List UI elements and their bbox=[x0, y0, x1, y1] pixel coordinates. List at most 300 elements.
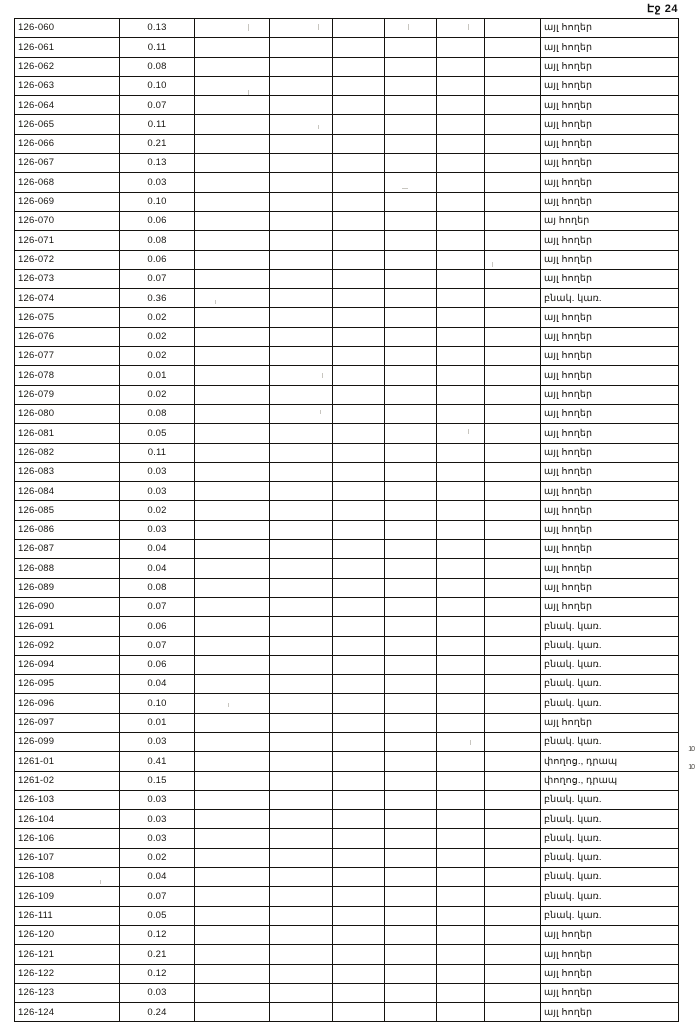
cell-area-value: 0.03 bbox=[120, 462, 195, 481]
cell-parcel-code: 126-061 bbox=[15, 38, 120, 57]
table-row bbox=[15, 771, 679, 790]
cell-blank-6 bbox=[485, 443, 541, 462]
cell-blank-3 bbox=[333, 790, 385, 809]
cell-parcel-code: 126-071 bbox=[15, 231, 120, 250]
cell-blank-4 bbox=[385, 790, 437, 809]
cell-blank-2 bbox=[270, 211, 333, 230]
cell-blank-1 bbox=[195, 76, 270, 95]
cell-area-value: 0.07 bbox=[120, 887, 195, 906]
cell-blank-5 bbox=[437, 790, 485, 809]
cell-parcel-code: 126-099 bbox=[15, 732, 120, 751]
cell-blank-3 bbox=[333, 559, 385, 578]
cell-blank-5 bbox=[437, 250, 485, 269]
cell-blank-1 bbox=[195, 887, 270, 906]
cell-blank-1 bbox=[195, 790, 270, 809]
cell-land-use-note: այլ հողեր bbox=[541, 443, 679, 462]
cell-parcel-code: 126-067 bbox=[15, 154, 120, 173]
cell-blank-5 bbox=[437, 154, 485, 173]
cell-blank-2 bbox=[270, 771, 333, 790]
cell-land-use-note: այլ հողեր bbox=[541, 462, 679, 481]
cell-blank-6 bbox=[485, 115, 541, 134]
cell-blank-2 bbox=[270, 578, 333, 597]
cell-blank-1 bbox=[195, 134, 270, 153]
cell-blank-5 bbox=[437, 482, 485, 501]
cell-area-value: 0.07 bbox=[120, 636, 195, 655]
cell-parcel-code: 126-075 bbox=[15, 308, 120, 327]
cell-land-use-note: այլ հողեր bbox=[541, 501, 679, 520]
cell-blank-3 bbox=[333, 848, 385, 867]
cell-blank-4 bbox=[385, 906, 437, 925]
cell-blank-3 bbox=[333, 1003, 385, 1022]
cell-land-use-note: այլ հողեր bbox=[541, 231, 679, 250]
cell-area-value: 0.06 bbox=[120, 250, 195, 269]
cell-blank-1 bbox=[195, 597, 270, 616]
cell-blank-2 bbox=[270, 19, 333, 38]
cell-land-use-note: այլ հողեր bbox=[541, 578, 679, 597]
cell-blank-1 bbox=[195, 694, 270, 713]
cell-blank-1 bbox=[195, 173, 270, 192]
cell-blank-2 bbox=[270, 96, 333, 115]
cell-blank-2 bbox=[270, 906, 333, 925]
cell-area-value: 0.12 bbox=[120, 925, 195, 944]
cell-area-value: 0.11 bbox=[120, 115, 195, 134]
cell-parcel-code: 126-109 bbox=[15, 887, 120, 906]
cell-parcel-code: 126-095 bbox=[15, 675, 120, 694]
cell-blank-3 bbox=[333, 655, 385, 674]
cell-area-value: 0.12 bbox=[120, 964, 195, 983]
cell-blank-4 bbox=[385, 868, 437, 887]
cell-blank-5 bbox=[437, 76, 485, 95]
table-row bbox=[15, 559, 679, 578]
table-row bbox=[15, 945, 679, 964]
cell-blank-4 bbox=[385, 771, 437, 790]
cell-blank-1 bbox=[195, 964, 270, 983]
cell-blank-2 bbox=[270, 810, 333, 829]
cell-blank-4 bbox=[385, 76, 437, 95]
cell-blank-3 bbox=[333, 868, 385, 887]
cell-blank-4 bbox=[385, 192, 437, 211]
cell-blank-2 bbox=[270, 732, 333, 751]
cell-area-value: 0.07 bbox=[120, 269, 195, 288]
cell-blank-6 bbox=[485, 366, 541, 385]
cell-parcel-code: 1261-01 bbox=[15, 752, 120, 771]
cell-blank-6 bbox=[485, 906, 541, 925]
cell-blank-2 bbox=[270, 694, 333, 713]
cell-blank-1 bbox=[195, 250, 270, 269]
cell-blank-6 bbox=[485, 675, 541, 694]
cell-blank-1 bbox=[195, 578, 270, 597]
cell-blank-6 bbox=[485, 57, 541, 76]
cell-blank-6 bbox=[485, 96, 541, 115]
cell-land-use-note: այլ հողեր bbox=[541, 366, 679, 385]
cell-area-value: 0.03 bbox=[120, 983, 195, 1002]
cell-land-use-note: այլ հողեր bbox=[541, 983, 679, 1002]
cell-blank-4 bbox=[385, 269, 437, 288]
cell-blank-2 bbox=[270, 655, 333, 674]
cell-blank-2 bbox=[270, 250, 333, 269]
cell-blank-5 bbox=[437, 694, 485, 713]
cell-blank-3 bbox=[333, 443, 385, 462]
cell-blank-2 bbox=[270, 57, 333, 76]
cell-blank-1 bbox=[195, 771, 270, 790]
cell-blank-5 bbox=[437, 211, 485, 230]
cell-blank-4 bbox=[385, 559, 437, 578]
cell-area-value: 0.04 bbox=[120, 675, 195, 694]
table-row bbox=[15, 983, 679, 1002]
cell-land-use-note: այլ հողեր bbox=[541, 713, 679, 732]
cell-blank-3 bbox=[333, 906, 385, 925]
cell-land-use-note: այլ հողեր bbox=[541, 945, 679, 964]
cell-blank-6 bbox=[485, 154, 541, 173]
cell-blank-4 bbox=[385, 752, 437, 771]
cell-blank-4 bbox=[385, 617, 437, 636]
cell-parcel-code: 126-070 bbox=[15, 211, 120, 230]
cell-area-value: 0.03 bbox=[120, 732, 195, 751]
cell-blank-6 bbox=[485, 771, 541, 790]
table-row bbox=[15, 19, 679, 38]
cell-blank-3 bbox=[333, 211, 385, 230]
table-row bbox=[15, 925, 679, 944]
cell-land-use-note: այլ հողեր bbox=[541, 269, 679, 288]
cell-blank-5 bbox=[437, 347, 485, 366]
cell-area-value: 0.05 bbox=[120, 424, 195, 443]
cell-blank-2 bbox=[270, 945, 333, 964]
cell-blank-4 bbox=[385, 462, 437, 481]
cell-parcel-code: 126-078 bbox=[15, 366, 120, 385]
cell-blank-2 bbox=[270, 1003, 333, 1022]
table-row bbox=[15, 385, 679, 404]
cell-blank-6 bbox=[485, 694, 541, 713]
table-row bbox=[15, 540, 679, 559]
cell-area-value: 0.07 bbox=[120, 597, 195, 616]
cell-blank-3 bbox=[333, 636, 385, 655]
cell-land-use-note: այլ հողեր bbox=[541, 134, 679, 153]
cell-blank-6 bbox=[485, 964, 541, 983]
cell-parcel-code: 126-091 bbox=[15, 617, 120, 636]
cell-area-value: 0.06 bbox=[120, 211, 195, 230]
cell-blank-4 bbox=[385, 540, 437, 559]
cell-blank-3 bbox=[333, 424, 385, 443]
table-body bbox=[15, 19, 679, 1022]
cell-blank-3 bbox=[333, 115, 385, 134]
cell-blank-6 bbox=[485, 482, 541, 501]
cell-blank-6 bbox=[485, 134, 541, 153]
cell-blank-6 bbox=[485, 38, 541, 57]
table-row bbox=[15, 829, 679, 848]
cell-blank-6 bbox=[485, 887, 541, 906]
cell-area-value: 0.06 bbox=[120, 655, 195, 674]
table-row bbox=[15, 655, 679, 674]
cell-land-use-note: բնակ. կառ. bbox=[541, 636, 679, 655]
cell-area-value: 0.08 bbox=[120, 404, 195, 423]
cell-blank-6 bbox=[485, 308, 541, 327]
cell-land-use-note: այլ հողեր bbox=[541, 597, 679, 616]
cell-land-use-note: այլ հողեր bbox=[541, 404, 679, 423]
cell-land-use-note: բնակ. կառ. bbox=[541, 732, 679, 751]
cell-land-use-note: այլ հողեր bbox=[541, 154, 679, 173]
cell-area-value: 0.04 bbox=[120, 868, 195, 887]
cell-blank-6 bbox=[485, 19, 541, 38]
page-header bbox=[0, 2, 696, 18]
cell-land-use-note: բնակ. կառ. bbox=[541, 906, 679, 925]
cell-blank-3 bbox=[333, 771, 385, 790]
cell-parcel-code: 1261-02 bbox=[15, 771, 120, 790]
cell-land-use-note: բնակ. կառ. bbox=[541, 675, 679, 694]
cell-land-use-note: բնակ. կառ. bbox=[541, 617, 679, 636]
cell-land-use-note: այլ հողեր bbox=[541, 76, 679, 95]
cell-blank-1 bbox=[195, 848, 270, 867]
cell-parcel-code: 126-103 bbox=[15, 790, 120, 809]
cell-area-value: 0.02 bbox=[120, 308, 195, 327]
cell-blank-6 bbox=[485, 790, 541, 809]
cell-blank-6 bbox=[485, 501, 541, 520]
cell-area-value: 0.04 bbox=[120, 559, 195, 578]
cell-blank-6 bbox=[485, 173, 541, 192]
cell-blank-3 bbox=[333, 289, 385, 308]
table-row bbox=[15, 848, 679, 867]
cell-area-value: 0.03 bbox=[120, 790, 195, 809]
cell-land-use-note: այլ հողեր bbox=[541, 19, 679, 38]
table-row bbox=[15, 250, 679, 269]
cell-blank-6 bbox=[485, 289, 541, 308]
cell-blank-3 bbox=[333, 617, 385, 636]
cell-blank-6 bbox=[485, 945, 541, 964]
cell-blank-6 bbox=[485, 713, 541, 732]
cell-land-use-note: բնակ. կառ. bbox=[541, 810, 679, 829]
cell-blank-5 bbox=[437, 366, 485, 385]
table-row bbox=[15, 96, 679, 115]
cell-blank-5 bbox=[437, 404, 485, 423]
cell-blank-4 bbox=[385, 1003, 437, 1022]
cell-blank-2 bbox=[270, 231, 333, 250]
ledger-sheet bbox=[14, 18, 678, 1022]
table-row bbox=[15, 887, 679, 906]
cell-blank-5 bbox=[437, 173, 485, 192]
cell-blank-1 bbox=[195, 308, 270, 327]
cell-land-use-note: այլ հողեր bbox=[541, 96, 679, 115]
table-row bbox=[15, 790, 679, 809]
cell-blank-4 bbox=[385, 250, 437, 269]
cell-blank-3 bbox=[333, 38, 385, 57]
cell-blank-2 bbox=[270, 983, 333, 1002]
cell-blank-3 bbox=[333, 810, 385, 829]
cell-blank-3 bbox=[333, 597, 385, 616]
cell-blank-4 bbox=[385, 945, 437, 964]
cell-parcel-code: 126-073 bbox=[15, 269, 120, 288]
cell-blank-4 bbox=[385, 289, 437, 308]
cell-blank-2 bbox=[270, 597, 333, 616]
cell-area-value: 0.06 bbox=[120, 617, 195, 636]
cell-land-use-note: այլ հողեր bbox=[541, 540, 679, 559]
cell-parcel-code: 126-088 bbox=[15, 559, 120, 578]
cell-blank-6 bbox=[485, 327, 541, 346]
cell-parcel-code: 126-085 bbox=[15, 501, 120, 520]
table-row bbox=[15, 134, 679, 153]
cell-area-value: 0.01 bbox=[120, 713, 195, 732]
table-row bbox=[15, 520, 679, 539]
cell-blank-2 bbox=[270, 115, 333, 134]
cell-blank-1 bbox=[195, 269, 270, 288]
cell-blank-3 bbox=[333, 925, 385, 944]
cell-land-use-note: այլ հողեր bbox=[541, 192, 679, 211]
cell-blank-6 bbox=[485, 520, 541, 539]
cell-blank-6 bbox=[485, 540, 541, 559]
cell-blank-6 bbox=[485, 347, 541, 366]
table-row bbox=[15, 327, 679, 346]
table-row bbox=[15, 752, 679, 771]
cell-blank-6 bbox=[485, 250, 541, 269]
cell-land-use-note: այլ հողեր bbox=[541, 57, 679, 76]
cell-blank-5 bbox=[437, 96, 485, 115]
cell-blank-2 bbox=[270, 540, 333, 559]
cell-parcel-code: 126-062 bbox=[15, 57, 120, 76]
cell-blank-1 bbox=[195, 520, 270, 539]
cell-blank-5 bbox=[437, 983, 485, 1002]
cell-blank-3 bbox=[333, 192, 385, 211]
cell-area-value: 0.21 bbox=[120, 134, 195, 153]
cell-blank-5 bbox=[437, 829, 485, 848]
cell-blank-3 bbox=[333, 385, 385, 404]
cell-blank-2 bbox=[270, 868, 333, 887]
cell-parcel-code: 126-096 bbox=[15, 694, 120, 713]
cell-blank-1 bbox=[195, 57, 270, 76]
cell-parcel-code: 126-122 bbox=[15, 964, 120, 983]
cell-blank-3 bbox=[333, 964, 385, 983]
cell-area-value: 0.02 bbox=[120, 347, 195, 366]
cell-blank-6 bbox=[485, 617, 541, 636]
cell-blank-4 bbox=[385, 115, 437, 134]
cell-area-value: 0.10 bbox=[120, 192, 195, 211]
table-row bbox=[15, 810, 679, 829]
cell-land-use-note: բնակ. կառ. bbox=[541, 868, 679, 887]
table-row bbox=[15, 192, 679, 211]
cell-parcel-code: 126-076 bbox=[15, 327, 120, 346]
cell-blank-5 bbox=[437, 192, 485, 211]
cell-blank-6 bbox=[485, 868, 541, 887]
cell-parcel-code: 126-060 bbox=[15, 19, 120, 38]
cell-area-value: 0.03 bbox=[120, 482, 195, 501]
cell-land-use-note: այլ հողեր bbox=[541, 925, 679, 944]
cell-blank-2 bbox=[270, 617, 333, 636]
cell-blank-5 bbox=[437, 385, 485, 404]
cell-blank-2 bbox=[270, 520, 333, 539]
cell-blank-4 bbox=[385, 96, 437, 115]
cell-blank-2 bbox=[270, 347, 333, 366]
cell-land-use-note: այլ հողեր bbox=[541, 1003, 679, 1022]
cell-blank-4 bbox=[385, 424, 437, 443]
cell-blank-6 bbox=[485, 848, 541, 867]
cell-blank-2 bbox=[270, 134, 333, 153]
cell-blank-1 bbox=[195, 482, 270, 501]
cell-blank-1 bbox=[195, 231, 270, 250]
cell-blank-5 bbox=[437, 752, 485, 771]
cell-blank-1 bbox=[195, 1003, 270, 1022]
cell-blank-5 bbox=[437, 115, 485, 134]
cell-blank-1 bbox=[195, 347, 270, 366]
cell-blank-6 bbox=[485, 231, 541, 250]
cell-blank-6 bbox=[485, 636, 541, 655]
cell-area-value: 0.01 bbox=[120, 366, 195, 385]
cell-blank-5 bbox=[437, 810, 485, 829]
cell-parcel-code: 126-079 bbox=[15, 385, 120, 404]
cell-blank-3 bbox=[333, 404, 385, 423]
cell-blank-2 bbox=[270, 308, 333, 327]
cell-blank-6 bbox=[485, 925, 541, 944]
cell-blank-6 bbox=[485, 1003, 541, 1022]
cell-land-use-note: բնակ. կառ. bbox=[541, 887, 679, 906]
cell-blank-5 bbox=[437, 578, 485, 597]
cell-parcel-code: 126-094 bbox=[15, 655, 120, 674]
table-row bbox=[15, 38, 679, 57]
cell-blank-2 bbox=[270, 501, 333, 520]
table-row bbox=[15, 732, 679, 751]
cell-blank-4 bbox=[385, 154, 437, 173]
cell-blank-1 bbox=[195, 906, 270, 925]
cell-land-use-note: այլ հողեր bbox=[541, 327, 679, 346]
table-row bbox=[15, 308, 679, 327]
table-row bbox=[15, 231, 679, 250]
cell-land-use-note: բնակ. կառ. bbox=[541, 655, 679, 674]
cell-parcel-code: 126-092 bbox=[15, 636, 120, 655]
table-row bbox=[15, 1003, 679, 1022]
cell-blank-2 bbox=[270, 829, 333, 848]
cell-area-value: 0.08 bbox=[120, 57, 195, 76]
cell-blank-4 bbox=[385, 173, 437, 192]
cell-parcel-code: 126-123 bbox=[15, 983, 120, 1002]
cell-blank-6 bbox=[485, 211, 541, 230]
cell-area-value: 0.10 bbox=[120, 694, 195, 713]
cell-blank-4 bbox=[385, 404, 437, 423]
cell-blank-6 bbox=[485, 404, 541, 423]
cell-land-use-note: այլ հողեր bbox=[541, 482, 679, 501]
cell-blank-1 bbox=[195, 192, 270, 211]
cell-parcel-code: 126-086 bbox=[15, 520, 120, 539]
cell-blank-5 bbox=[437, 617, 485, 636]
cell-blank-1 bbox=[195, 868, 270, 887]
cell-blank-5 bbox=[437, 597, 485, 616]
cell-blank-5 bbox=[437, 732, 485, 751]
cell-parcel-code: 126-082 bbox=[15, 443, 120, 462]
cell-blank-4 bbox=[385, 925, 437, 944]
table-row bbox=[15, 906, 679, 925]
cell-parcel-code: 126-124 bbox=[15, 1003, 120, 1022]
cell-blank-3 bbox=[333, 462, 385, 481]
cell-blank-6 bbox=[485, 192, 541, 211]
table-row bbox=[15, 501, 679, 520]
table-row bbox=[15, 154, 679, 173]
cell-blank-2 bbox=[270, 848, 333, 867]
cell-area-value: 0.02 bbox=[120, 848, 195, 867]
cell-land-use-note: բնակ. կառ. bbox=[541, 289, 679, 308]
cell-blank-3 bbox=[333, 96, 385, 115]
cell-blank-3 bbox=[333, 134, 385, 153]
table-row bbox=[15, 404, 679, 423]
cell-blank-4 bbox=[385, 675, 437, 694]
cell-area-value: 0.24 bbox=[120, 1003, 195, 1022]
table-row bbox=[15, 578, 679, 597]
cell-land-use-note: այլ հողեր bbox=[541, 385, 679, 404]
margin-mark: 10 bbox=[688, 746, 694, 753]
cell-blank-1 bbox=[195, 424, 270, 443]
cell-area-value: 0.36 bbox=[120, 289, 195, 308]
cell-blank-6 bbox=[485, 597, 541, 616]
cell-blank-5 bbox=[437, 38, 485, 57]
cell-parcel-code: 126-106 bbox=[15, 829, 120, 848]
cell-blank-3 bbox=[333, 983, 385, 1002]
cell-blank-4 bbox=[385, 482, 437, 501]
cell-blank-5 bbox=[437, 540, 485, 559]
cell-blank-4 bbox=[385, 983, 437, 1002]
